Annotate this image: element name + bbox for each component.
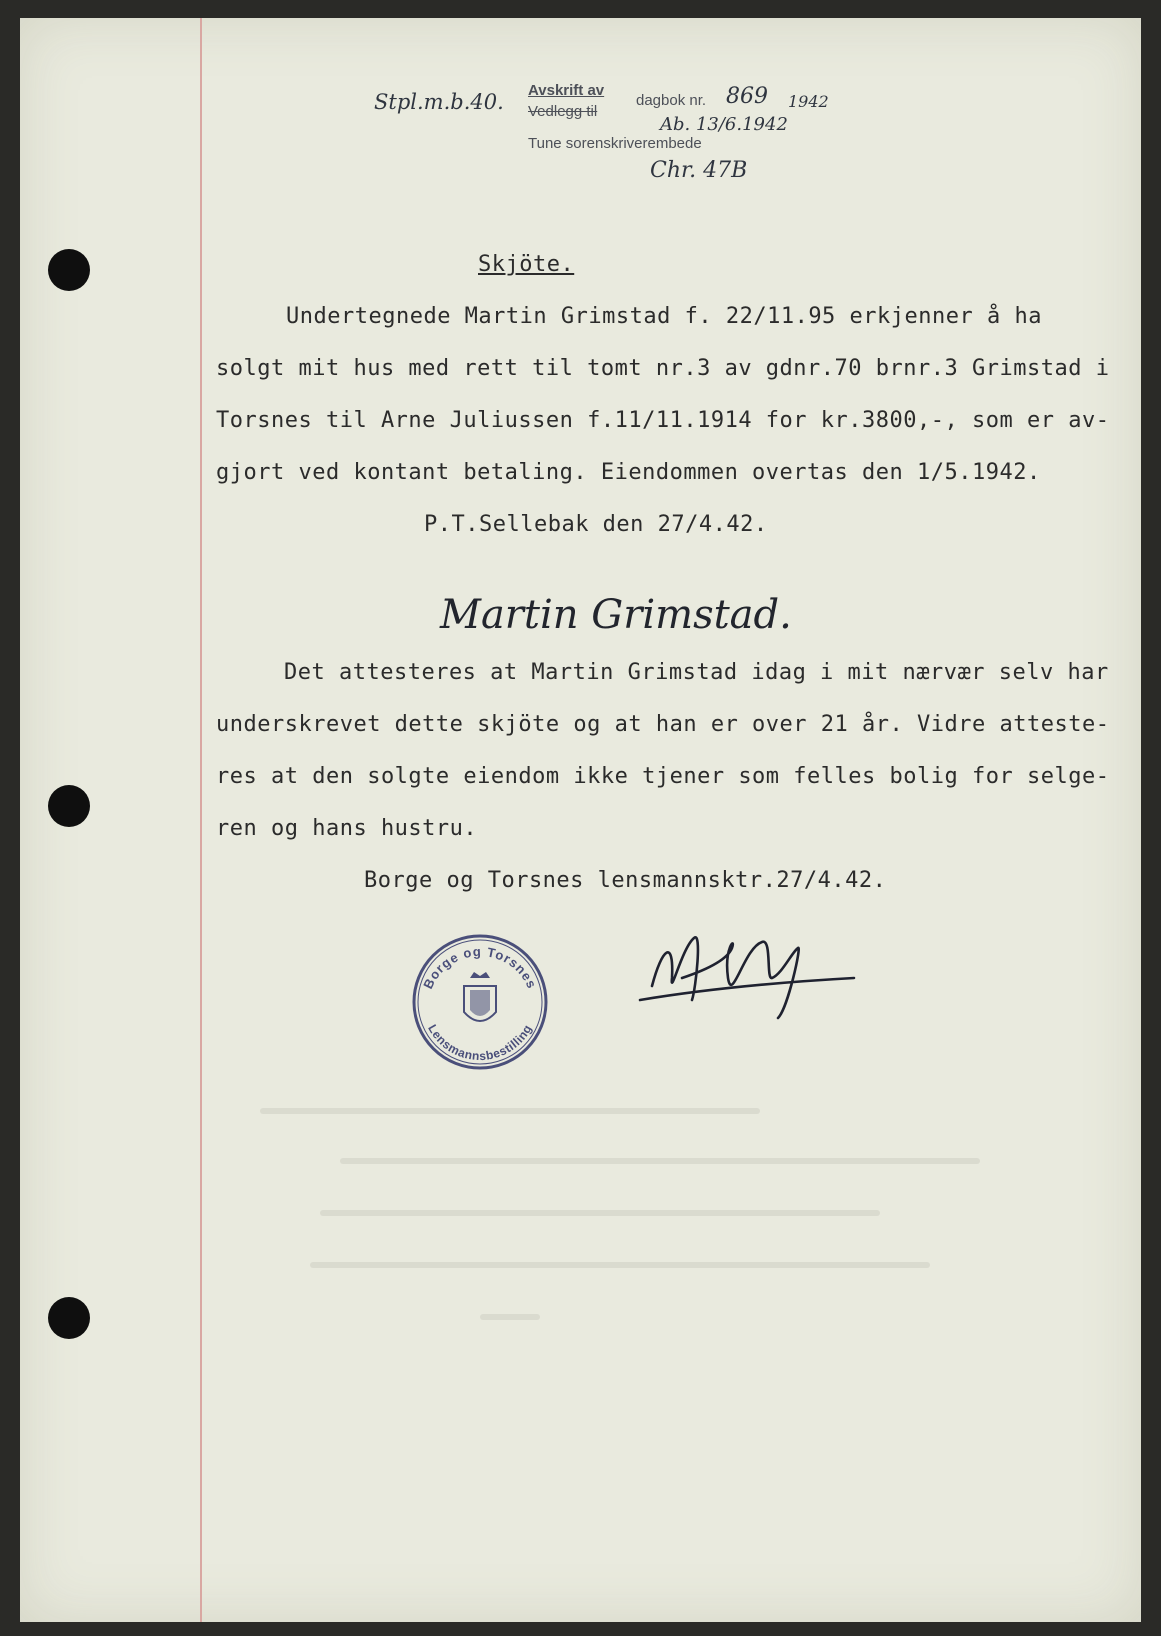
handwritten-initials: Chr. 47B: [650, 158, 748, 183]
handwritten-reference: Stpl.m.b.40.: [374, 90, 504, 114]
show-through-line: [480, 1314, 540, 1320]
handwritten-dagbok-number: 869: [726, 84, 768, 109]
place-date: P.T.Sellebak den 27/4.42.: [424, 512, 768, 537]
show-through-line: [260, 1108, 760, 1114]
office-date: Borge og Torsnes lensmannsktr.27/4.42.: [364, 868, 887, 893]
official-signature: [632, 908, 862, 1028]
deed-line-4: gjort ved kontant betaling. Eiendommen overtas den 1/5.1942.: [216, 460, 1041, 485]
attest-line-3: res at den solgte eiendom ikke tjener som felles bolig for selge-: [216, 764, 1110, 789]
stamp-avskrift: Avskrift av: [528, 82, 605, 99]
svg-text:Lensmannsbestilling: Lensmannsbestilling: [425, 1022, 535, 1064]
stamp-vedlegg: Vedlegg til: [528, 103, 598, 120]
seller-signature: Martin Grimstad.: [440, 592, 792, 638]
deed-line-2: solgt mit hus med rett til tomt nr.3 av gdnr.70 brnr.3 Grimstad i: [216, 356, 1110, 381]
show-through-line: [340, 1158, 980, 1164]
handwritten-year: 1942: [788, 92, 829, 111]
attest-line-1: Det attesteres at Martin Grimstad idag i mit nærvær selv har: [284, 660, 1109, 685]
punch-hole-top: [48, 249, 90, 291]
svg-text:Borge og Torsnes: Borge og Torsnes: [420, 943, 540, 992]
official-seal: [406, 928, 554, 1076]
deed-title: Skjöte.: [478, 252, 575, 277]
punch-hole-bottom: [48, 1297, 90, 1339]
stamp-dagbok-label: dagbok nr.: [636, 92, 707, 109]
stamp-office: Tune sorenskriverembede: [528, 135, 702, 152]
show-through-line: [310, 1262, 930, 1268]
margin-line: [200, 18, 202, 1622]
document-page: [20, 18, 1141, 1622]
show-through-line: [320, 1210, 880, 1216]
deed-line-1: Undertegnede Martin Grimstad f. 22/11.95 erkjenner å ha: [286, 304, 1042, 329]
handwritten-date: Ab. 13/6.1942: [660, 114, 788, 135]
punch-hole-middle: [48, 785, 90, 827]
attest-line-4: ren og hans hustru.: [216, 816, 478, 841]
deed-line-3: Torsnes til Arne Juliussen f.11/11.1914 for kr.3800,-, som er av-: [216, 408, 1110, 433]
attest-line-2: underskrevet dette skjöte og at han er over 21 år. Vidre atteste-: [216, 712, 1110, 737]
